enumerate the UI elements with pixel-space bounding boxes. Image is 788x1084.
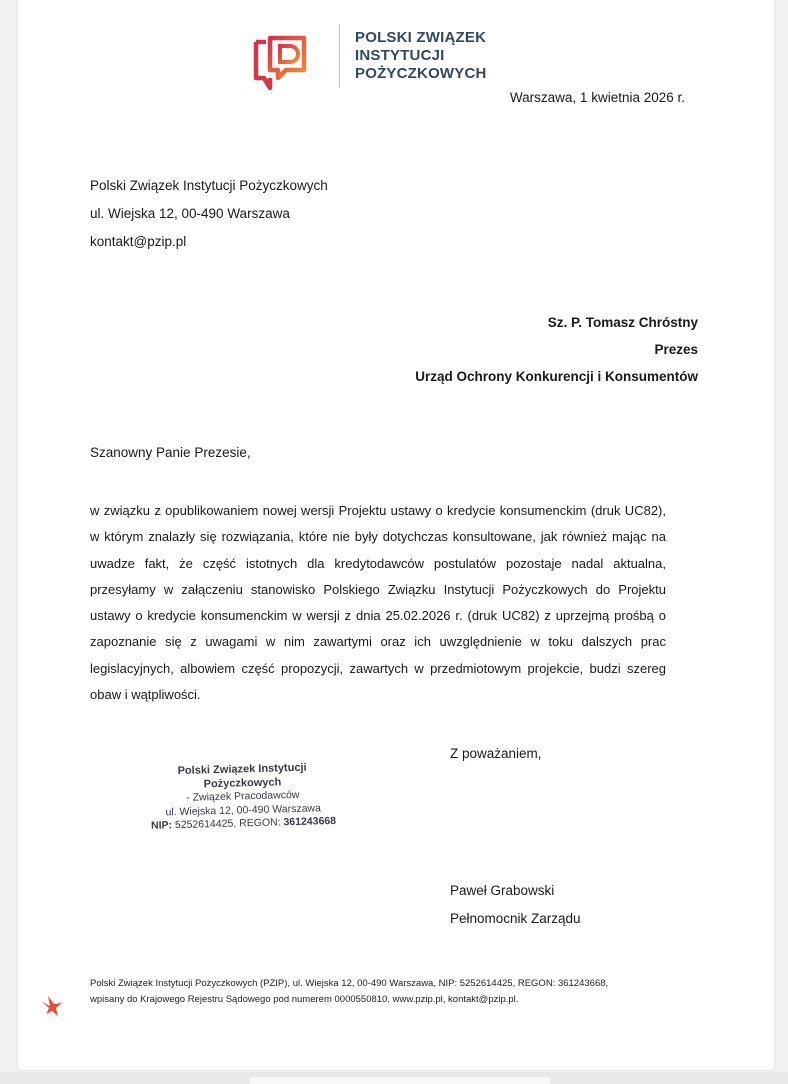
stamp-line-3: ul. Wiejska 12, 00-490 Warszawa: [165, 801, 322, 818]
signature-block: [450, 877, 581, 933]
logo-wordmark: [355, 29, 487, 83]
stamp-line-1: Polski Związek Instytucji Pożyczkowych: [177, 761, 307, 790]
salutation: Szanowny Panie Prezesie,: [90, 445, 251, 460]
viewer-scroll-tab[interactable]: [250, 1077, 550, 1084]
recipient-block: [415, 309, 698, 390]
logo-line-1: POLSKI ZWIĄZEK: [355, 29, 487, 46]
letter-date: Warszawa, 1 kwietnia 2026 r.: [509, 90, 685, 105]
letter-body: w związku z opublikowaniem nowej wersji Projektu ustawy o kredycie konsumenckim (druk UC82), w którym znalazły się rozwiązania, które nie były dotychczas konsultowane, jak również mając na uwadze fakt, że część istotnych dla kredytodawców postulatów pozostaje nadal aktualna, przesyłamy w załączeniu stanowisko Polskiego Związku Instytucji Pożyczkowych do Projektu ustawy o kredycie konsumenckim w wersji z dnia 25.02.2026 r. (druk UC82) z uprzejmą prośbą o zapoznanie się z uwagami w nim zawartymi oraz ich uwzględnienie w toku dalszych prac legislacyjnych, albowiem część propozycji, zawartych w przedmiotowym projekcie, budzi szereg obaw i wątpliwości.: [90, 503, 666, 703]
pzip-logo-icon: [250, 32, 310, 92]
stamp-line-2: - Związek Pracodawców: [186, 788, 300, 804]
logo-line-3: POŻYCZKOWYCH: [355, 65, 487, 82]
sender-name: Polski Związek Instytucji Pożyczkowych: [90, 178, 328, 193]
bird-icon: [38, 992, 66, 1020]
closing: Z poważaniem,: [450, 746, 542, 761]
stamp-regon-value: 361243668: [283, 814, 337, 829]
stamp-nip-value: 5252614425, REGON:: [174, 816, 281, 832]
sender-block: [90, 172, 328, 256]
footer-line-2: wpisany do Krajowego Rejestru Sądowego pod numerem 0000550810, www.pzip.pl, kontakt@pzip.pl.: [90, 994, 519, 1005]
recipient-office: Urząd Ochrony Konkurencji i Konsumentów: [415, 369, 698, 384]
page-footer: [90, 976, 710, 1008]
stamp-nip-label: NIP:: [150, 819, 173, 832]
signer-name: Paweł Grabowski: [450, 883, 555, 898]
company-stamp: [142, 761, 344, 834]
footer-line-1: Polski Związek Instytucji Pożyczkowych (PZIP), ul. Wiejska 12, 00-490 Warszawa, NIP: 5252614425, REGON: 361243668,: [90, 978, 609, 989]
recipient-title: Prezes: [654, 342, 698, 357]
recipient-name: Sz. P. Tomasz Chróstny: [547, 315, 698, 330]
logo-line-2: INSTYTUCJI: [355, 47, 445, 64]
sender-email: kontakt@pzip.pl: [90, 234, 187, 249]
signer-role: Pełnomocnik Zarządu: [450, 911, 581, 926]
logo-divider: [339, 24, 340, 88]
sender-address: ul. Wiejska 12, 00-490 Warszawa: [90, 206, 290, 221]
